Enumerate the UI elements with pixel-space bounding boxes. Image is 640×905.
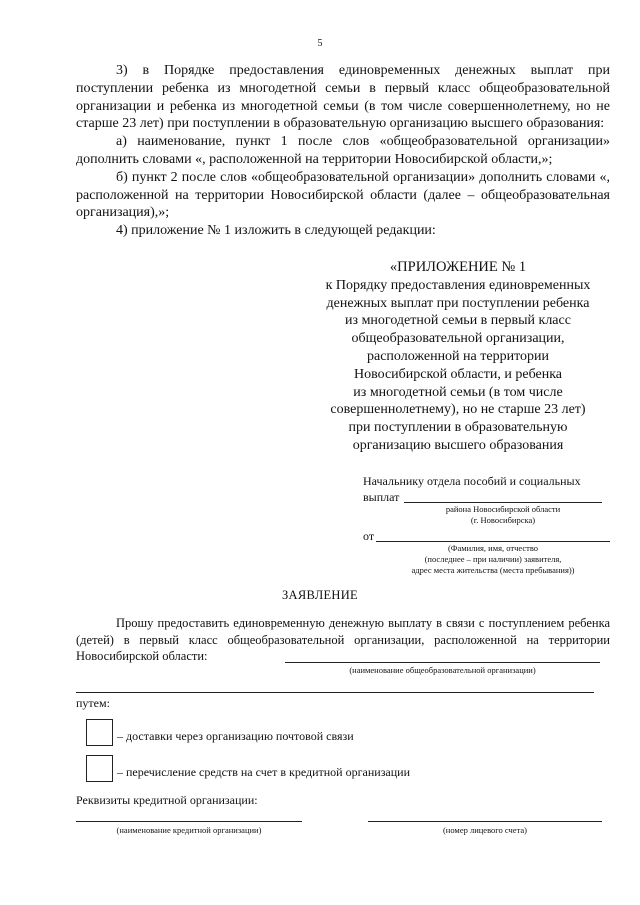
appendix-line: денежных выплат при поступлении ребенка <box>326 295 590 311</box>
appendix-line: из многодетной семьи в первый класс <box>345 313 571 329</box>
applicant-caption-3: адрес места жительства (места пребывания)) <box>411 565 575 575</box>
applicant-field[interactable] <box>376 541 610 542</box>
addressee-line-1: Начальнику отдела пособий и социальных <box>363 474 581 488</box>
appendix-line: общеобразовательной организации, <box>351 331 565 347</box>
account-number-field[interactable] <box>368 821 602 822</box>
department-caption-2: (г. Новосибирска) <box>470 515 536 525</box>
appendix-line: к Порядку предоставления единовременных <box>325 277 591 293</box>
bank-details-label: Реквизиты кредитной организации: <box>76 793 258 807</box>
from-label: от <box>363 529 375 543</box>
paragraph-3b: б) пункт 2 после слов «общеобразовательной организации» дополнить словами «, расположенной на территории Новосибирской области (далее – общеобразовательная организация),»; <box>76 169 610 221</box>
page-number: 5 <box>317 38 323 49</box>
applicant-caption-2: (последнее – при наличии) заявителя, <box>424 554 562 564</box>
paragraph-3: 3) в Порядке предоставления единовременных денежных выплат при поступлении ребенка из многодетной семьи в первый класс общеобразовательной организации и ребенка из многодетной семьи (в том числе совершеннолетнему, но не старше 23 лет) при поступлении в образовательную организацию высшего образования: <box>76 63 610 132</box>
statement-title: ЗАЯВЛЕНИЕ <box>282 588 358 602</box>
bank-name-caption: (наименование кредитной организации) <box>116 825 262 835</box>
addressee-line-2: выплат <box>363 490 400 504</box>
school-name-caption: (наименование общеобразовательной организации) <box>349 665 536 675</box>
bank-name-field[interactable] <box>76 821 302 822</box>
via-label: путем: <box>76 696 110 710</box>
school-name-field[interactable] <box>285 662 600 663</box>
department-field[interactable] <box>404 502 602 503</box>
appendix-line: расположенной на территории <box>367 348 549 364</box>
statement-text <box>76 615 610 665</box>
bank-transfer-checkbox[interactable] <box>86 755 113 782</box>
appendix-line: организацию высшего образования <box>352 437 564 453</box>
account-number-caption: (номер лицевого счета) <box>442 825 528 835</box>
appendix-line: Новосибирской области, и ребенка <box>353 366 563 382</box>
appendix-line: из многодетной семьи (в том числе <box>353 384 563 400</box>
appendix-title: «ПРИЛОЖЕНИЕ № 1 <box>389 259 527 275</box>
applicant-caption-1: (Фамилия, имя, отчество <box>447 543 539 553</box>
amendment-text <box>76 62 610 240</box>
paragraph-3a: а) наименование, пункт 1 после слов «общеобразовательной организации» дополнить словами «, расположенной на территории Новосибирской области,»; <box>76 134 610 167</box>
postal-delivery-label: – доставки через организацию почтовой связи <box>117 729 354 743</box>
bank-transfer-label: – перечисление средств на счет в кредитной организации <box>117 765 411 779</box>
statement-paragraph: Прошу предоставить единовременную денежную выплату в связи с поступлением ребенка (детей) в первый класс общеобразовательной организации, расположенной на территории Новосибирской области: <box>76 616 610 663</box>
postal-delivery-checkbox[interactable] <box>86 719 113 746</box>
department-caption-1: района Новосибирской области <box>445 504 561 514</box>
school-name-field-continuation[interactable] <box>76 692 594 693</box>
appendix-line: совершеннолетнему), но не старше 23 лет) <box>330 402 586 418</box>
appendix-line: при поступлении в образовательную <box>348 420 568 436</box>
paragraph-4: 4) приложение № 1 изложить в следующей редакции: <box>116 223 436 239</box>
appendix-header <box>308 259 608 455</box>
